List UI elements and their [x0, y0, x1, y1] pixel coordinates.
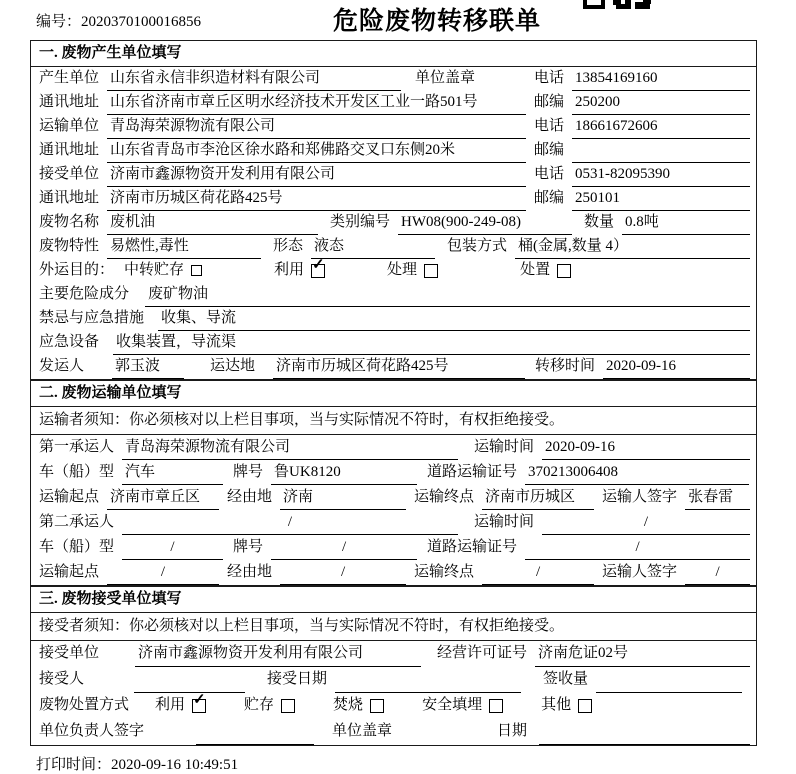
checkbox-label: 贮存: [244, 697, 275, 713]
field-label: 运达地: [210, 358, 256, 374]
form-row: [31, 187, 756, 211]
form-row: [31, 355, 756, 379]
field-label: 接受单位: [39, 645, 100, 661]
checkbox-label: 中转贮存: [124, 262, 185, 278]
field-value: 2020-09-16: [603, 355, 750, 379]
field-value: HW08(900-249-08): [398, 211, 572, 235]
field-value: 济南市章丘区: [107, 485, 219, 510]
field-value: 济南市历城区荷花路425号: [273, 355, 525, 379]
field-value: 鲁UK8120: [271, 460, 417, 485]
field-label: 废物处置方式: [39, 697, 130, 713]
field-value: 青岛海荣源物流有限公司: [122, 435, 458, 460]
field-label: 单位负责人签字: [39, 723, 145, 739]
field-value-blank: [196, 719, 314, 745]
field-label: 邮编: [533, 142, 564, 158]
form-row: [31, 667, 756, 693]
field-label: 第二承运人: [39, 514, 115, 530]
field-label: 牌号: [233, 464, 264, 480]
field-label: 签收量: [543, 671, 589, 687]
section-note: 运输者须知：你必须核对以上栏目事项，当与实际情况不符时，有权拒绝接受。: [31, 407, 756, 435]
field-label: 单位盖章: [415, 70, 476, 86]
print-time-label: 打印时间：: [36, 757, 112, 773]
field-label: 车（船）型: [39, 464, 115, 480]
field-value: 18661672606: [572, 115, 750, 139]
document-header: [0, 0, 796, 40]
field-value: 250101: [572, 187, 750, 211]
field-label: 电话: [533, 166, 564, 182]
form-row: [31, 259, 756, 283]
form-row: [31, 331, 756, 355]
checkbox-unchecked-icon: [191, 265, 202, 276]
field-value: 山东省永信非织造材料有限公司: [107, 67, 401, 91]
field-label: 电话: [533, 118, 564, 134]
section-transporter: [31, 379, 756, 585]
form-row: [31, 283, 756, 307]
checkbox-option: [422, 693, 503, 718]
section-heading: 三. 废物接受单位填写: [31, 587, 756, 613]
field-value: 370213006408: [525, 460, 749, 485]
field-label: 废物名称: [39, 214, 100, 230]
form-row: [31, 435, 756, 460]
checkbox-option: [244, 693, 295, 718]
checkbox-unchecked-icon: [489, 699, 503, 713]
checkbox-checked-icon: [192, 699, 206, 713]
field-value: 济南市历城区: [482, 485, 594, 510]
form-row: [31, 560, 756, 585]
field-label: 接受日期: [267, 671, 328, 687]
field-value-blank: [596, 667, 742, 693]
field-value: /: [122, 535, 223, 560]
field-value: /: [482, 560, 594, 585]
checkbox-option: [155, 693, 206, 718]
field-label: 禁忌与应急措施: [39, 310, 145, 326]
field-label: 经由地: [227, 489, 273, 505]
qr-code-icon: [583, 0, 653, 10]
form-row: [31, 641, 756, 667]
field-label: 运输单位: [39, 118, 100, 134]
field-value: 0.8吨: [622, 211, 750, 235]
field-value: 13854169160: [572, 67, 750, 91]
form-row: [31, 139, 756, 163]
field-value: 郭玉波: [112, 355, 184, 379]
field-value-blank: [134, 667, 245, 693]
field-label: 通讯地址: [39, 94, 100, 110]
form-row: [31, 535, 756, 560]
print-time-value: 2020-09-16 10:49:51: [111, 757, 239, 773]
field-label: 类别编号: [330, 214, 391, 230]
field-label: 邮编: [533, 94, 564, 110]
form-row: [31, 307, 756, 331]
field-label: 外运目的：: [39, 262, 115, 278]
serial-label: 编号：: [36, 14, 82, 30]
field-label: 经由地: [227, 564, 273, 580]
field-label: 电话: [533, 70, 564, 86]
form-row: [31, 115, 756, 139]
checkbox-label: 利用: [155, 697, 186, 713]
checkbox-label: 其他: [541, 697, 572, 713]
field-label: 通讯地址: [39, 142, 100, 158]
field-label: 通讯地址: [39, 190, 100, 206]
form-row: [31, 67, 756, 91]
field-label: 运输人签字: [602, 489, 678, 505]
form-row: [31, 163, 756, 187]
checkbox-label: 焚烧: [333, 697, 364, 713]
section-note: 接受者须知：你必须核对以上栏目事项，当与实际情况不符时，有权拒绝接受。: [31, 613, 756, 641]
field-value: 汽车: [122, 460, 223, 485]
field-value-blank: [572, 139, 750, 163]
field-label: 运输终点: [414, 489, 475, 505]
field-value: /: [525, 535, 750, 560]
form-row: [31, 235, 756, 259]
checkbox-option: [387, 259, 438, 282]
checkbox-label: 处理: [387, 262, 418, 278]
field-label: 形态: [273, 238, 304, 254]
field-value: /: [542, 510, 750, 535]
field-label: 运输人签字: [602, 564, 678, 580]
field-value: 济南市鑫源物资开发利用有限公司: [135, 641, 421, 667]
field-value: 0531-82095390: [572, 163, 750, 187]
form-row: [31, 719, 756, 745]
field-value-blank: [335, 667, 521, 693]
field-value: 收集、导流: [158, 307, 750, 331]
form-row: [31, 91, 756, 115]
field-value: 易燃性,毒性: [107, 235, 261, 259]
field-value-blank: [539, 719, 750, 745]
field-value: /: [107, 560, 219, 585]
field-value: 山东省青岛市李沧区徐水路和郑佛路交叉口东侧20米: [107, 139, 526, 163]
field-label: 废物特性: [39, 238, 100, 254]
checkbox-option: [274, 259, 325, 282]
field-label: 道路运输证号: [427, 539, 518, 555]
checkbox-option: [541, 693, 592, 718]
checkbox-option: [520, 259, 571, 282]
field-label: 道路运输证号: [427, 464, 518, 480]
field-label: 转移时间: [535, 358, 596, 374]
checkbox-option: [333, 693, 384, 718]
field-label: 日期: [496, 723, 527, 739]
field-value: 废机油: [107, 211, 318, 235]
field-value: /: [280, 560, 406, 585]
form-row: [31, 211, 756, 235]
checkbox-unchecked-icon: [557, 264, 571, 278]
form-row: [31, 460, 756, 485]
checkbox-checked-icon: [311, 264, 325, 278]
field-label: 发运人: [39, 358, 85, 374]
section-heading: 一. 废物产生单位填写: [31, 41, 756, 67]
field-label: 邮编: [533, 190, 564, 206]
checkbox-unchecked-icon: [370, 699, 384, 713]
field-label: 运输起点: [39, 489, 100, 505]
field-label: 接受单位: [39, 166, 100, 182]
field-label: 数量: [584, 214, 615, 230]
field-value: 2020-09-16: [542, 435, 750, 460]
field-label: 运输时间: [474, 439, 535, 455]
field-value: /: [685, 560, 750, 585]
field-value: 济南市鑫源物资开发利用有限公司: [107, 163, 526, 187]
form-row: [31, 485, 756, 510]
field-label: 经营许可证号: [437, 645, 528, 661]
checkbox-unchecked-icon: [424, 264, 438, 278]
field-label: 单位盖章: [332, 723, 393, 739]
field-value: 250200: [572, 91, 750, 115]
field-value: 山东省济南市章丘区明水经济技术开发区工业一路501号: [107, 91, 526, 115]
checkbox-label: 处置: [520, 262, 551, 278]
print-time: [36, 753, 796, 774]
field-value: 收集装置，导流渠: [113, 331, 750, 355]
field-value: 桶(金属,数量 4）: [515, 235, 750, 259]
field-label: 牌号: [233, 539, 264, 555]
checkbox-unchecked-icon: [578, 699, 592, 713]
field-label: 运输时间: [474, 514, 535, 530]
field-label: 运输终点: [414, 564, 475, 580]
form-container: [30, 40, 757, 746]
field-label: 接受人: [39, 671, 85, 687]
checkbox-unchecked-icon: [281, 699, 295, 713]
serial-value: 2020370100016856: [81, 14, 202, 30]
field-label: 主要危险成分: [39, 286, 130, 302]
section-producer: [31, 41, 756, 379]
section-receiver: [31, 585, 756, 745]
field-value: 张春雷: [685, 485, 750, 510]
form-row: [31, 693, 756, 719]
checkbox-label: 利用: [274, 262, 305, 278]
field-value: 济南危证02号: [535, 641, 750, 667]
document-title: 危险废物转移联单: [332, 8, 541, 35]
form-row: [31, 510, 756, 535]
field-label: 运输起点: [39, 564, 100, 580]
field-value: 济南: [280, 485, 406, 510]
field-label: 包装方式: [447, 238, 508, 254]
field-label: 第一承运人: [39, 439, 115, 455]
field-label: 产生单位: [39, 70, 100, 86]
field-label: 应急设备: [39, 334, 100, 350]
checkbox-option: [124, 259, 202, 282]
field-value: 青岛海荣源物流有限公司: [107, 115, 526, 139]
field-value: 废矿物油: [145, 283, 750, 307]
field-value: /: [122, 510, 458, 535]
field-value: 液态: [311, 235, 435, 259]
field-value: /: [271, 535, 417, 560]
field-value: 济南市历城区荷花路425号: [107, 187, 526, 211]
checkbox-label: 安全填埋: [422, 697, 483, 713]
field-label: 车（船）型: [39, 539, 115, 555]
section-heading: 二. 废物运输单位填写: [31, 381, 756, 407]
